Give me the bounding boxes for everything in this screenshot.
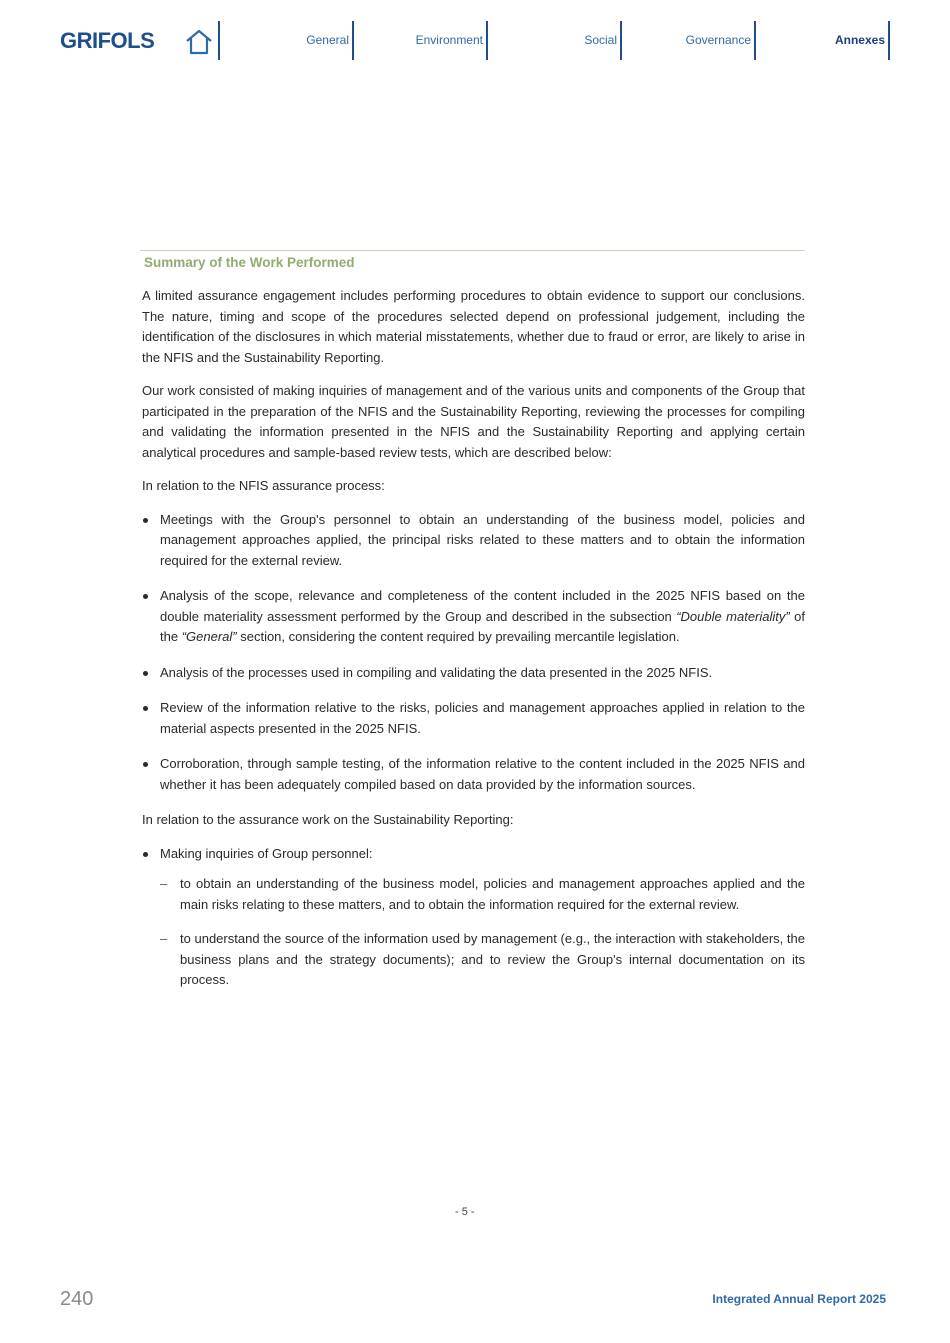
paragraph: A limited assurance engagement includes performing procedures to obtain evidence to support our conclusions. The nature, timing and scope of the procedures selected depend on professional judgement, including the identification of the disclosures in which material misstatements, whether due to fraud or error, are likely to arise in the NFIS and the Sustainability Reporting. (142, 288, 805, 365)
nav-divider (888, 21, 890, 60)
scanned-report-page (140, 250, 805, 1006)
nav-divider (218, 21, 220, 60)
report-title: Integrated Annual Report 2025 (712, 1292, 886, 1306)
list-item: Review of the information relative to the risks, policies and management approaches applied in relation to the material aspects presented in the 2025 NFIS. (140, 698, 805, 739)
section-heading: Summary of the Work Performed (144, 255, 355, 270)
section-rule (140, 250, 805, 251)
top-nav-bar (0, 0, 950, 80)
nav-divider (352, 21, 354, 60)
list-item-text: Analysis of the scope, relevance and completeness of the content included in the 2025 NFIS based on the double materiality assessment performed by the Group and described in the subsection (160, 588, 805, 624)
list-item: – to obtain an understanding of the business model, policies and management approaches applied and the main risks relating to these matters, and to obtain the information required for the external review. (160, 874, 805, 915)
list-item: Analysis of the processes used in compiling and validating the data presented in the 2025 NFIS. (140, 663, 805, 684)
list-item (140, 844, 805, 991)
list-item-text: Making inquiries of Group personnel: (160, 845, 373, 861)
page-number: 240 (60, 1288, 94, 1310)
inner-page-number: - 5 - (455, 1206, 475, 1218)
list-item-text: section, considering the content required by prevailing mercantile legislation. (236, 629, 680, 644)
nav-general[interactable]: General (306, 33, 349, 47)
nav-divider (486, 21, 488, 60)
nav-social[interactable]: Social (584, 33, 617, 47)
paragraph: Our work consisted of making inquiries of management and of the various units and components of the Group that participated in the preparation of the NFIS and the Sustainability Reporting, reviewing the processes for compiling and validating the information presented in the NFIS and the Sustainability Reporting and applying certain analytical procedures and sample-based review tests, which are described below: (142, 383, 805, 460)
nav-divider (754, 21, 756, 60)
nfis-bullet-list (140, 510, 805, 796)
list-item (140, 586, 805, 648)
home-icon[interactable] (184, 28, 214, 56)
nfis-intro: In relation to the NFIS assurance process: (142, 478, 385, 493)
nav-environment[interactable]: Environment (415, 33, 483, 47)
sr-intro: In relation to the assurance work on the Sustainability Reporting: (142, 812, 514, 827)
list-item: Meetings with the Group's personnel to obtain an understanding of the business model, policies and management approaches applied, the principal risks related to these matters and to obtain the information required for the external review. (140, 510, 805, 572)
sr-bullet-list (140, 844, 805, 991)
nav-governance[interactable]: Governance (685, 33, 751, 47)
list-item: – to understand the source of the information used by management (e.g., the interaction with stakeholders, the business plans and the strategy documents); and to review the Group's internal documentation on its process. (160, 929, 805, 991)
nav-divider (620, 21, 622, 60)
list-item: Corroboration, through sample testing, of the information relative to the content included in the 2025 NFIS and whether it has been adequately compiled based on data provided by the information sources. (140, 754, 805, 795)
emphasis-text: “Double materiality” (676, 608, 790, 624)
emphasis-text: “General” (181, 629, 237, 644)
nav-annexes[interactable]: Annexes (834, 33, 885, 47)
grifols-logo[interactable]: GRIFOLS (60, 28, 155, 53)
sr-dash-list (160, 874, 805, 991)
list-item-text: of the (160, 608, 805, 644)
